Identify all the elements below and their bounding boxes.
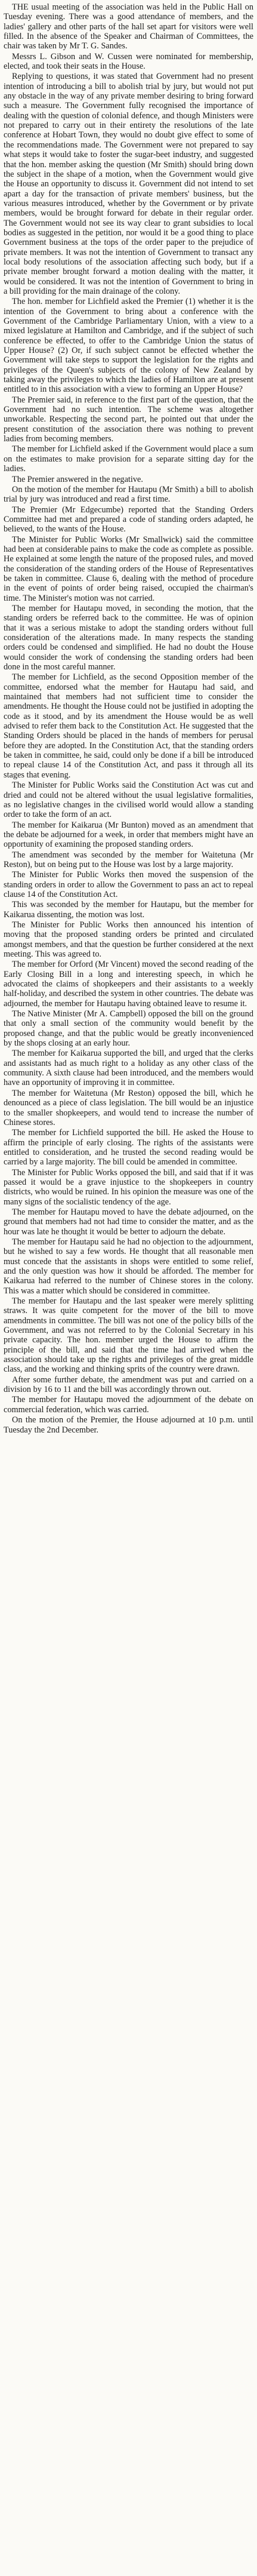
article-paragraph: The Premier answered in the negative. bbox=[12, 474, 143, 484]
article-paragraph: The hon. member for Lichfield asked the Premier (1) whether it is the intention of the Government to bring about a conference with the Government of the Cambridge Parliamentary Union, with a view to a mixed legislature at Hamilton and Cambridge, and if the subject of such conference be effected, to offer to the Cambridge Union the status of Upper House? (2) Or, if such subject cannot be effected whether the Government will take steps to support the legislation for the rights and privileges of the Queen's subjects of the colony of New Zealand by taking away the privileges to which the ladies of Hamilton are at present entitled to in this association with a view to forming an Upper House? bbox=[4, 297, 253, 395]
article-paragraph: The Minister for Public Works opposed the bill, and said that if it was passed it would be a grave injustice to the shopkeepers in country districts, who would be ruined. In his opinion the measure was one of the many signs of the socialistic tendency of the age. bbox=[4, 1167, 253, 1207]
article-paragraph: The member for Waitetuna (Mr Reston) opposed the bill, which he denounced as a piece of class legislation. The bill would be an injustice to the smaller shopkeepers, and would tend to increase the number of Chinese stores. bbox=[4, 1088, 253, 1127]
article-paragraph: The Minister for Public Works then moved the suspension of the standing orders in order to allow the Government to pass an act to repeal clause 14 of the Constitution Act. bbox=[4, 870, 253, 899]
article-paragraph: The member for Kaikarua (Mr Bunton) moved as an amendment that the debate be adjourned for a week, in order that members might have an opportunity of examining the proposed standing orders. bbox=[4, 820, 253, 850]
article-paragraph: The Premier (Mr Edgecumbe) reported that the Standing Orders Committee had met and prepared a code of standing orders adapted, he believed, to the wants of the House. bbox=[4, 505, 253, 534]
article-paragraph: The Minister for Public Works then announced his intention of moving that the proposed standing orders be printed and circulated amongst members, and that the question be further considered at the next meeting. This was agreed to. bbox=[4, 920, 253, 959]
article-paragraph: The member for Orford (Mr Vincent) moved the second reading of the Early Closing Bill in a long and interesting speech, in which he advocated the claims of shopkeepers and their assistants to a weekly half-holiday, and described the system in other countries. The debate was adjourned, the member for Hautapu having obtained leave to resume it. bbox=[4, 960, 253, 1009]
article-paragraph: The member for Hautapu moved, in seconding the motion, that the standing orders be referred back to the committee. He was of opinion that it was a serious mistake to adopt the standing orders without full consideration of the alterations made. In many respects the standing orders could be condensed and simplified. He had no doubt the House would consider the work of condensing the standing orders had been done in the most careful manner. bbox=[4, 603, 253, 672]
article-paragraph: The member for Hautapu moved the adjournment of the debate on commercial federation, which was carried. bbox=[4, 1395, 253, 1415]
article-body bbox=[4, 2, 253, 1435]
article-paragraph: The member for Hautapu moved to have the debate adjourned, on the ground that members had not had time to consider the matter, and as the hour was late he thought it would be better to adjourn the debate. bbox=[4, 1207, 253, 1237]
article-paragraph: After some further debate, the amendment was put and carried on a division by 16 to 11 and the bill was accordingly thrown out. bbox=[4, 1375, 253, 1395]
article-paragraph: The member for Lichfield supported the bill. He asked the House to affirm the principle of early closing. The rights of the assistants were entitled to consideration, and he trusted the second reading would be carried by a large majority. The bill could be amended in committee. bbox=[4, 1128, 253, 1167]
article-paragraph: The member for Lichfield asked if the Government would place a sum on the estimates to make provision for a separate sitting day for the ladies. bbox=[4, 444, 253, 474]
article-paragraph: The Minister for Public Works (Mr Smallwick) said the committee had been at considerable pains to make the code as complete as possible. He explained at some length the nature of the proposed rules, and moved the consideration of the standing orders of the House of Representatives be taken in committee. Clause 6, dealing with the method of procedure in the event of points of order being raised, occupied the chairman's time. The Minister's motion was not carried. bbox=[4, 534, 253, 603]
article-paragraph: The member for Hautapu and the last speaker were merely splitting straws. It was quite competent for the mover of the bill to move amendments in committee. The bill was not one of the policy bills of the Government, and was not referred to by the Colonial Secretary in his private capacity. The hon. member urged the House to affirm the principle of the bill, and said that the time had arrived when the association should take up the rights and privileges of the great middle class, and the working and thinking sprits of the country were drawn. bbox=[4, 1296, 253, 1375]
article-paragraph: The member for Lichfield, as the second Opposition member of the committee, endorsed what the member for Hautapu had said, and maintained that members had not sufficient time to consider the amendments. He thought the House could not be justified in adopting the code as it stood, and by its amendment the House would be as well advised to refer them back to the Constitution Act. He suggested that the Standing Orders should be placed in the hands of members for perusal before they are adopted. In the Constitution Act, that the standing orders be taken in committee, he said, could only be done if a bill be introduced to repeal clause 14 of the Constitution Act, and pass it through all its stages that evening. bbox=[4, 672, 253, 780]
article-paragraph: The amendment was seconded by the member for Waitetuna (Mr Reston), but on being put to the House was lost by a large majority. bbox=[4, 850, 253, 869]
article-paragraph: THE usual meeting of the association was held in the Public Hall on Tuesday evening. There was a good attendance of members, and the ladies' gallery and other parts of the hall set apart for visitors were well filled. In the absence of the Speaker and Chairman of Committees, the chair was taken by Mr T. G. Sandes. bbox=[4, 2, 253, 51]
article-paragraph: The member for Hautapu said he had no objection to the adjournment, but he wished to say a few words. He thought that all reasonable men must concede that the assistants in shops were entitled to some relief, and the only question was how it should be afforded. The member for Kaikarua had referred to the number of Chinese stores in the colony. This was a matter which should be considered in committee. bbox=[4, 1237, 253, 1296]
article-paragraph: The Minister for Public Works said the Constitution Act was cut and dried and could not be altered without the usual legislative formalities, as no legislative changes in the civilised world would allow a standing order to take the form of an act. bbox=[4, 780, 253, 820]
article-paragraph: The member for Kaikarua supported the bill, and urged that the clerks and assistants had as much right to a holiday as any other class of the community. A sixth clause had been introduced, and the members would have an opportunity of improving it in committee. bbox=[4, 1049, 253, 1088]
article-paragraph: Messrs L. Gibson and W. Cussen were nominated for membership, elected, and took their seats in the House. bbox=[4, 51, 253, 72]
article-paragraph: The Native Minister (Mr A. Campbell) opposed the bill on the ground that only a small section of the community would benefit by the proposed change, and that the public would be greatly inconvenienced by the shops closing at an early hour. bbox=[4, 1009, 253, 1049]
article-paragraph: Replying to questions, it was stated that Government had no present intention of introducing a bill to abolish trial by jury, but would not put any obstacle in the way of any private member desiring to bring forward such a measure. The Government fully recognised the importance of dealing with the question of colonial defence, and though Ministers were not prepared to carry out in their entirety the resolutions of the late conference at Hobart Town, they would no doubt give effect to some of the recommendations made. The Government were not prepared to say what steps it would take to foster the sugar-beet industry, and suggested that the hon. member asking the question (Mr Smith) should bring down the subject in the shape of a motion, when the Government would give the House an opportunity to discuss it. Government did not intend to set apart a day for the transaction of private members' business, but the various measures introduced, whether by the Government or by private members, would be brought forward for debate in their regular order. The Government would not see its way clear to grant subsidies to local bodies as suggested in the petition, nor would it be a good thing to place Government business at the tops of the order paper to the prejudice of private members. It was not the intention of Government to transact any local body resolutions of the association affecting such body, but if a private member brought forward a motion dealing with the matter, it would be considered. It was not the intention of Government to bring in a bill providing for the main drainage of the colony. bbox=[4, 72, 253, 296]
article-paragraph: On the motion of the member for Hautapu (Mr Smith) a bill to abolish trial by jury was introduced and read a first time. bbox=[4, 484, 253, 505]
article-paragraph: On the motion of the Premier, the House adjourned at 10 p.m. until Tuesday the 2nd December. bbox=[4, 1415, 253, 1435]
article-paragraph: This was seconded by the member for Hautapu, but the member for Kaikarua dissenting, the motion was lost. bbox=[4, 900, 253, 920]
article-paragraph: The Premier said, in reference to the first part of the question, that the Government had no such intention. The scheme was altogether unworkable. Respecting the second part, he pointed out that under the present constitution of the association there was nothing to prevent ladies from becoming members. bbox=[4, 395, 253, 444]
